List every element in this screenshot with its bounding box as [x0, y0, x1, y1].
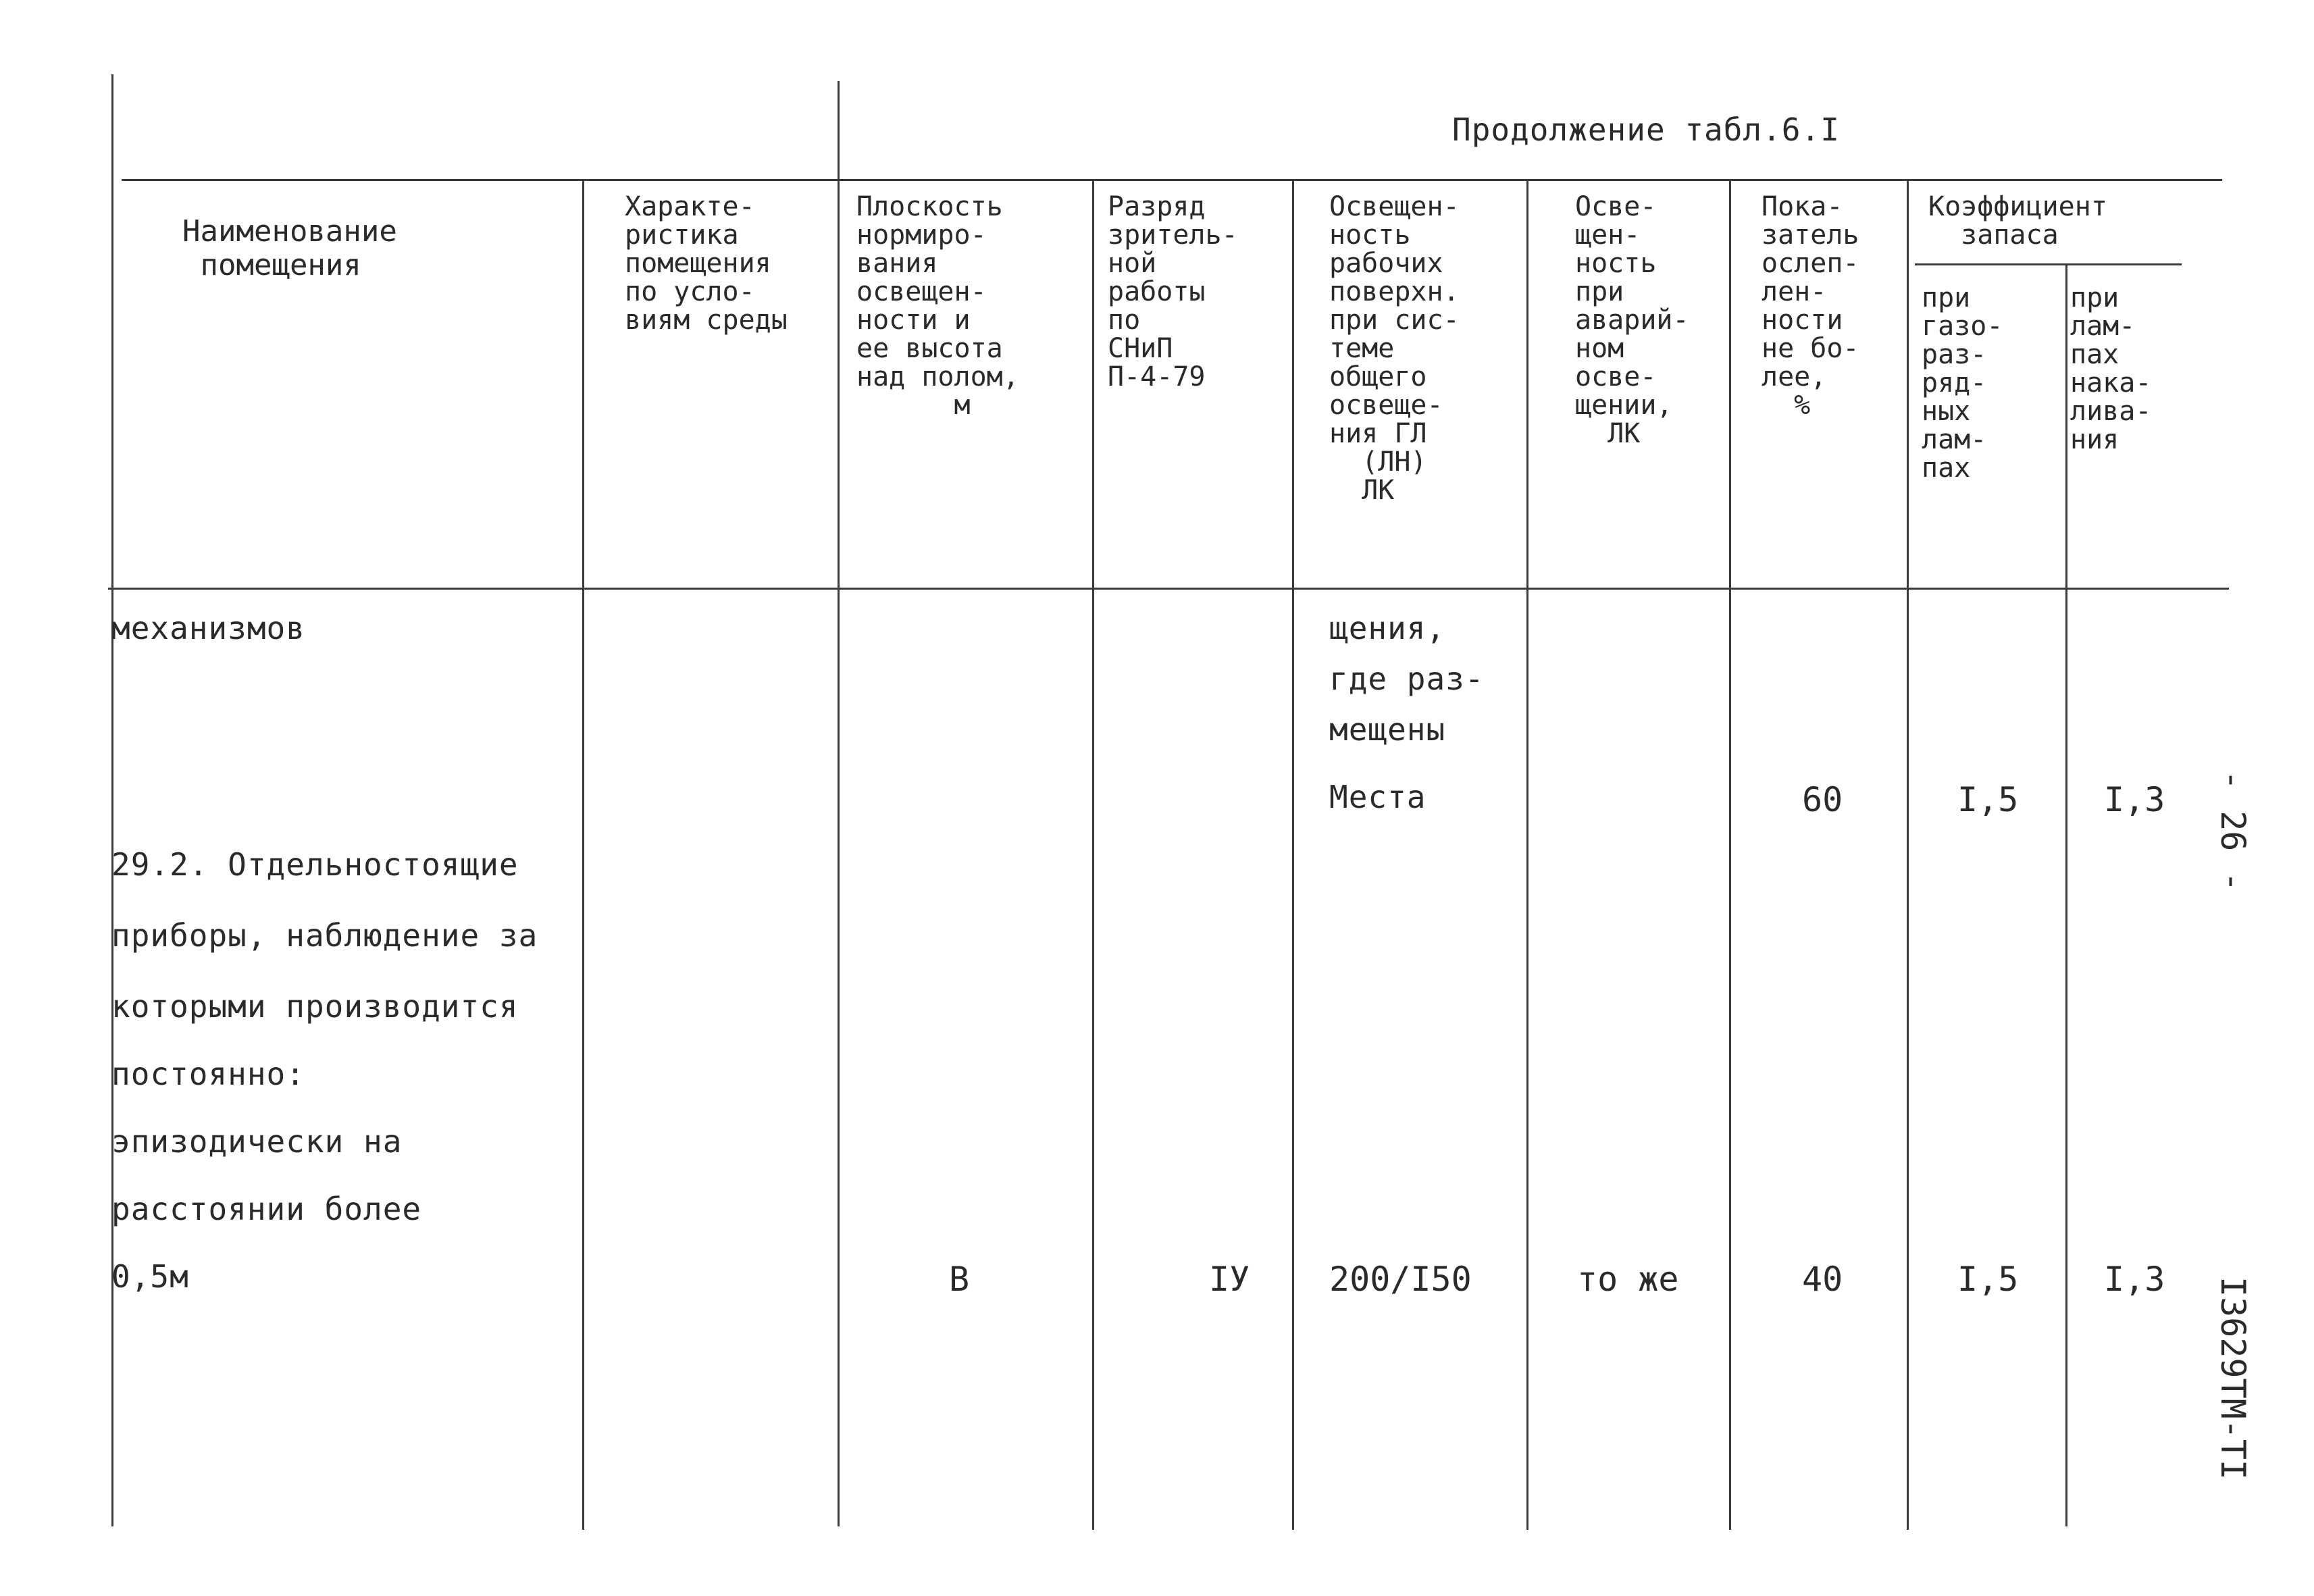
- col-divider-7: [1907, 179, 1909, 1530]
- col-divider-8: [2065, 263, 2067, 1526]
- left-border: [111, 74, 113, 1526]
- col-divider-4: [1292, 179, 1294, 1530]
- glare-index-value: 60: [1802, 780, 1843, 819]
- table-caption: Продолжение табл.6.I: [1452, 111, 1840, 148]
- room-name-line: 29.2. Отдельностоящие: [111, 846, 519, 883]
- header-room-environment: Характе- ристика помещения по усло- виям среды: [625, 191, 788, 336]
- room-name-line: 0,5м: [111, 1258, 189, 1295]
- header-safety-factor-discharge: при газо- раз- ряд- ных лам- пах: [1922, 282, 2003, 484]
- header-work-surface-illuminance: Освещен- ность рабочих поверхн. при сис- теме общего освеще- ния ГЛ (ЛН) ЛК: [1329, 191, 1460, 506]
- col-divider-1: [582, 179, 584, 1530]
- page-number: - 26 -: [2213, 770, 2253, 892]
- row-illuminance-text: щения,: [1329, 610, 1446, 646]
- header-room-name: Наименование помещения: [182, 214, 397, 282]
- safety-factor-discharge-value: I,5: [1957, 780, 2019, 819]
- room-name-line: эпизодически на: [111, 1123, 403, 1160]
- safety-factor-incandescent-value: I,3: [2104, 1260, 2165, 1299]
- header-safety-factor: Коэффициент запаса: [1928, 191, 2107, 251]
- row-illuminance-text: где раз-: [1329, 661, 1485, 697]
- illuminance-value: 200/I50: [1329, 1260, 1472, 1299]
- header-emergency-illuminance: Осве- щен- ность при аварий- ном осве- щении, ЛК: [1575, 191, 1689, 449]
- col-divider-3: [1092, 179, 1094, 1530]
- coef-subheader-rule: [1915, 263, 2182, 265]
- room-name-line: постоянно:: [111, 1056, 305, 1092]
- emergency-illuminance-value: то же: [1577, 1260, 1679, 1299]
- norm-plane-value: В: [949, 1260, 970, 1299]
- room-name-line: приборы, наблюдение за: [111, 917, 538, 954]
- row-illuminance-text: Места: [1329, 779, 1426, 815]
- row-name-text: механизмов: [111, 610, 305, 646]
- header-glare-index: Пока- затель ослеп- лен- ности не бо- лее, %: [1762, 191, 1859, 421]
- visual-work-class-value: IУ: [1209, 1260, 1250, 1299]
- room-name-line: расстоянии более: [111, 1191, 422, 1227]
- safety-factor-discharge-value: I,5: [1957, 1260, 2019, 1299]
- document-code: I3629ТМ-ТI: [2213, 1277, 2253, 1481]
- row-illuminance-text: мещены: [1329, 711, 1446, 748]
- header-norm-plane: Плоскость нормиро- вания освещен- ности и ее высота над полом, м: [856, 191, 1019, 421]
- room-name-line: которыми производится: [111, 988, 519, 1025]
- header-bottom-rule: [108, 588, 2229, 590]
- glare-index-value: 40: [1802, 1260, 1843, 1299]
- header-safety-factor-incandescent: при лам- пах нака- лива- ния: [2070, 282, 2152, 455]
- col-divider-5: [1526, 179, 1528, 1530]
- safety-factor-incandescent-value: I,3: [2104, 780, 2165, 819]
- col-divider-6: [1729, 179, 1731, 1530]
- header-visual-work-class: Разряд зритель- ной работы по СНиП П-4-79: [1108, 191, 1238, 392]
- col-divider-2: [838, 81, 840, 1526]
